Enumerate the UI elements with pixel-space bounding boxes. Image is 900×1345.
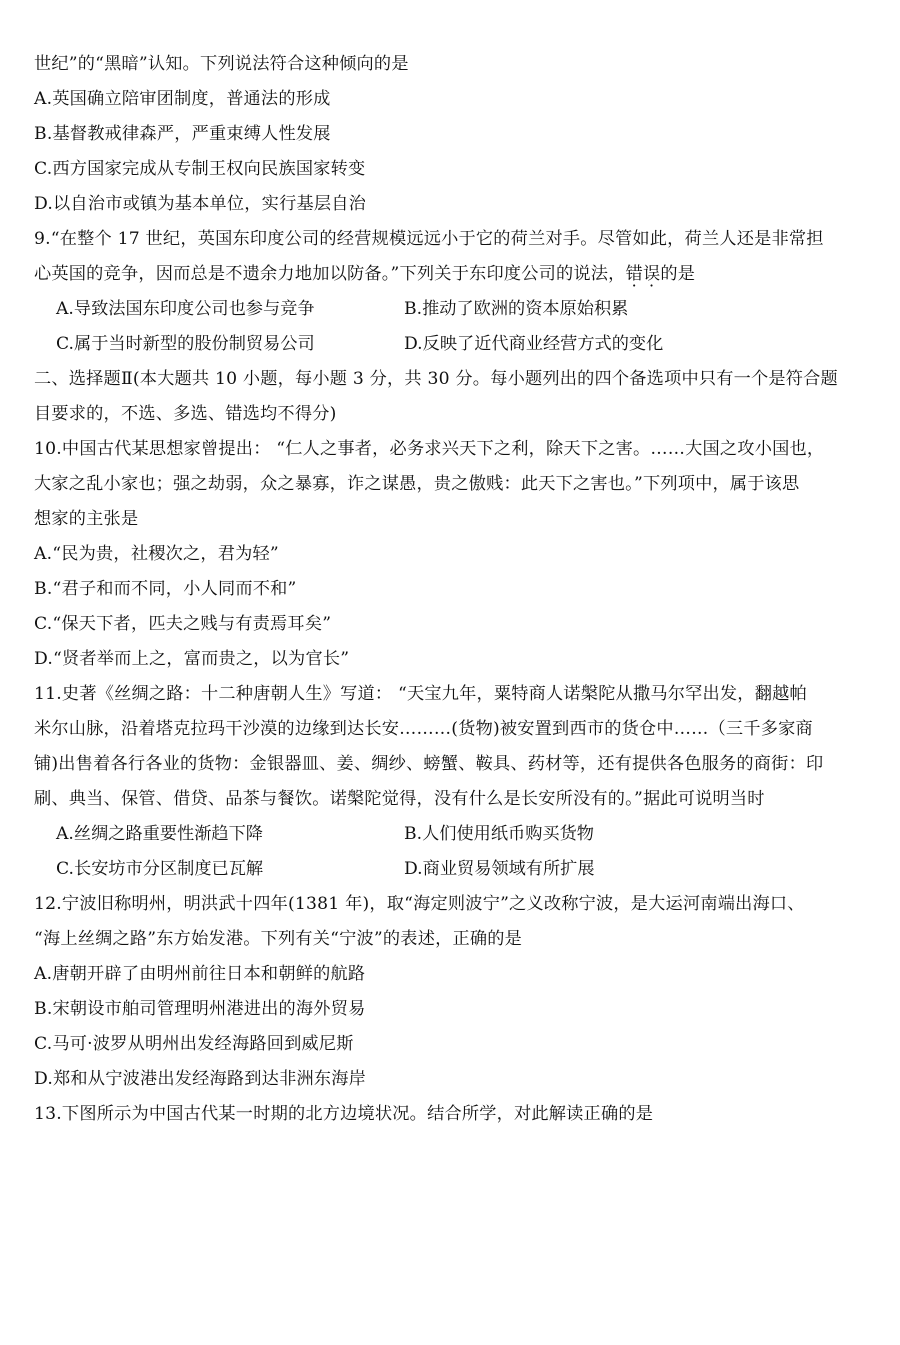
q12-stem-line2: “海上丝绸之路”东方始发港。下列有关“宁波”的表述，正确的是	[34, 929, 523, 949]
q9-stem-line2	[34, 261, 874, 287]
q11-option-b: B.人们使用纸币购买货物	[404, 824, 594, 844]
q9-stem-line2-post: 的是	[660, 264, 696, 284]
emphasis-mark-cuo: 错	[625, 264, 643, 284]
q9-option-d: D.反映了近代商业经营方式的变化	[404, 334, 664, 354]
q11-stem-line4: 刷、典当、保管、借贷、品茶与餐饮。诺槃陀觉得，没有什么是长安所没有的。”据此可说明当时	[34, 789, 765, 809]
q12-option-a: A.唐朝开辟了由明州前往日本和朝鲜的航路	[34, 964, 366, 984]
q10-stem-line2: 大家之乱小家也；强之劫弱，众之暴寡，诈之谋愚，贵之傲贱：此天下之害也。”下列项中，属于该思	[34, 474, 800, 494]
q11-stem-line3: 铺)出售着各行各业的货物：金银器皿、姜、绸纱、螃蟹、鞍具、药材等，还有提供各色服务的商街：印	[34, 754, 824, 774]
q12-option-b: B.宋朝设市舶司管理明州港进出的海外贸易	[34, 999, 366, 1019]
emphasis-mark-wu: 误	[642, 264, 661, 284]
q12-option-c: C.马可·波罗从明州出发经海路回到威尼斯	[34, 1034, 354, 1054]
q10-stem-line3: 想家的主张是	[34, 509, 139, 529]
q9-option-c: C.属于当时新型的股份制贸易公司	[56, 334, 315, 354]
q9-option-a: A.导致法国东印度公司也参与竞争	[56, 299, 315, 319]
q12-option-d: D.郑和从宁波港出发经海路到达非洲东海岸	[34, 1069, 367, 1089]
q11-option-c: C.长安坊市分区制度已瓦解	[56, 859, 264, 879]
q10-stem-line1: 10.中国古代某思想家曾提出： “仁人之事者，必务求兴天下之利，除天下之害。……大国之攻小国也，	[34, 439, 825, 459]
section2-heading-line1: 二、选择题Ⅱ(本大题共 10 小题，每小题 3 分，共 30 分。每小题列出的四个备选项中只有一个是符合题	[34, 369, 838, 389]
q8-option-d: D.以自治市或镇为基本单位，实行基层自治	[34, 194, 367, 214]
q9-stem-line1: 9.“在整个 17 世纪，英国东印度公司的经营规模远远小于它的荷兰对手。尽管如此，荷兰人还是非常担	[34, 229, 824, 249]
q8-option-b: B.基督教戒律森严，严重束缚人性发展	[34, 124, 331, 144]
q11-stem-line1: 11.史著《丝绸之路：十二种唐朝人生》写道： “天宝九年，粟特商人诺槃陀从撒马尔罕出发，翻越帕	[34, 684, 807, 704]
q11-option-d: D.商业贸易领域有所扩展	[404, 859, 595, 879]
q12-stem-line1: 12.宁波旧称明州，明洪武十四年(1381 年)，取“海定则波宁”之义改称宁波，是大运河南端出海口、	[34, 894, 805, 914]
q8-option-a: A.英国确立陪审团制度，普通法的形成	[34, 89, 331, 109]
q8-option-c: C.西方国家完成从专制王权向民族国家转变	[34, 159, 366, 179]
q11-stem-line2: 米尔山脉，沿着塔克拉玛干沙漠的边缘到达长安………(货物)被安置到西市的货仓中……（三千多家商	[34, 719, 813, 739]
q10-option-a: A.“民为贵，社稷次之，君为轻”	[34, 544, 279, 564]
q10-option-c: C.“保天下者，匹夫之贱与有责焉耳矣”	[34, 614, 332, 634]
q8-stem-tail: 世纪”的“黑暗”认知。下列说法符合这种倾向的是	[34, 54, 409, 74]
q9-stem-line2-pre: 心英国的竞争，因而总是不遗余力地加以防备。”下列关于东印度公司的说法，	[34, 264, 626, 284]
q10-option-b: B.“君子和而不同，小人同而不和”	[34, 579, 297, 599]
q11-option-a: A.丝绸之路重要性渐趋下降	[56, 824, 263, 844]
q9-option-b: B.推动了欧洲的资本原始积累	[404, 299, 629, 319]
section2-heading-line2: 目要求的，不选、多选、错选均不得分)	[34, 404, 337, 424]
q13-stem-line1: 13.下图所示为中国古代某一时期的北方边境状况。结合所学，对此解读正确的是	[34, 1104, 654, 1124]
q10-option-d: D.“贤者举而上之，富而贵之，以为官长”	[34, 649, 350, 669]
